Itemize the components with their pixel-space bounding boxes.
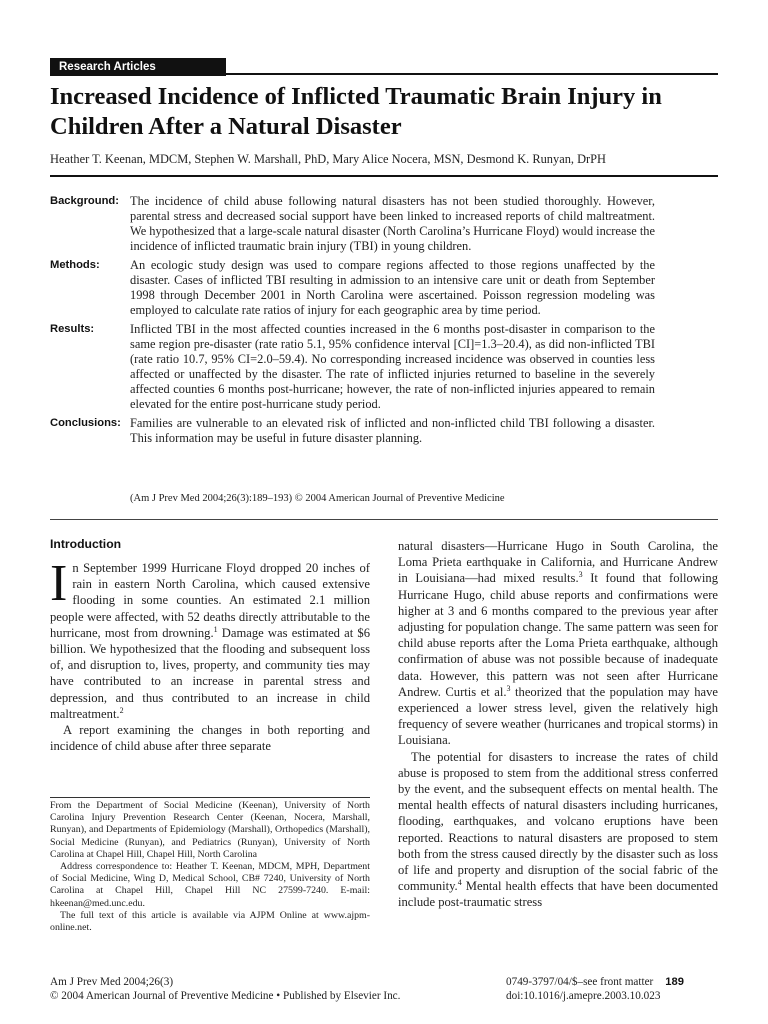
reference-marker: 2 <box>119 705 124 715</box>
paragraph-text: A report examining the changes in both reporting and incidence of child abuse after three separate <box>50 723 370 754</box>
paragraph <box>398 749 718 911</box>
paragraph-text: n September 1999 Hurricane Floyd dropped 20 inches of rain in eastern North Carolina, which caused extensive flooding in some counties. An estimated 2.1 million people were affected, with 52 deaths directly attributable to the hurricane, most from drowning. <box>50 561 370 640</box>
author-list: Heather T. Keenan, MDCM, Stephen W. Marshall, PhD, Mary Alice Nocera, MSN, Desmond K. Runyan, DrPH <box>50 152 607 166</box>
paragraph-text: Damage was estimated at $6 billion. We hypothesized that the flooding and subsequent loss of, and disruption to, lives, property, and community ties may have contributed to an increase in parental stress and depression, and thus contributed to an increase in child maltreatment. <box>50 625 370 721</box>
paragraph-text: Mental health effects that have been documented include post-traumatic stress <box>398 879 718 910</box>
footnotes <box>50 797 370 934</box>
reference-marker: 3 <box>578 570 583 580</box>
copyright-line: © 2004 American Journal of Preventive Medicine • Published by Elsevier Inc. <box>50 990 401 1002</box>
paragraph-continued <box>398 538 718 749</box>
section-label: Research Articles <box>50 58 226 76</box>
section-heading: Introduction <box>50 537 122 551</box>
journal-citation: Am J Prev Med 2004;26(3) <box>50 976 174 988</box>
abstract-conclusions <box>50 416 718 446</box>
abstract-text: An ecologic study design was used to compare regions affected to those regions unaffected by the disaster. Cases of inflicted TBI resulting in admission to an intensive care unit or death from September 1998 through December 2001 in North Carolina were ascertained. Poisson regression modeling was employed to calculate rate ratios of injury for each geographic area by time period. <box>130 258 655 317</box>
abstract-text: The incidence of child abuse following natural disasters has not been studied thoroughly. However, parental stress and decreased social support have been linked to increased reports of child maltreatment. We hypothesized that a large-scale natural disaster (North Carolina’s Hurricane Floyd) would increase the incidence of inflicted traumatic brain injury (TBI) in young children. <box>130 194 655 253</box>
abstract-background <box>50 194 718 254</box>
correspondence-note: Address correspondence to: Heather T. Keenan, MDCM, MPH, Department of Social Medicine, Wing D, Medical School, CB# 7240, University of North Carolina at Chapel Hill, Chapel Hill NC 27599-7240. E-mail: hkeenan@med.unc.edu. <box>50 861 370 909</box>
abstract-top-rule <box>50 175 718 177</box>
issn-line: 0749-3797/04/$–see front matter <box>506 976 654 988</box>
abstract-text: Inflicted TBI in the most affected counties increased in the 6 months post-disaster in comparison to the same region pre-disaster (rate ratio 5.1, 95% confidence interval [CI]=1.3–20.4), as did non-inflicted TBI (rate ratio 10.7, 95% CI=2.0–59.4). No corresponding increased incidence was observed in counties less affected or unaffected by the disaster. The rate of inflicted injuries returned to baseline in the severely affected counties 6 months post-hurricane; however, the rate of non-inflicted injuries appeared to remain elevated for the entire post-hurricane study period. <box>130 322 655 411</box>
page-number: 189 <box>665 976 684 988</box>
fulltext-note: The full text of this article is available via AJPM Online at www.ajpm-online.net. <box>50 909 370 934</box>
paragraph <box>50 555 370 722</box>
abstract-label: Conclusions: <box>50 417 121 429</box>
abstract <box>50 194 718 450</box>
abstract-label: Results: <box>50 323 95 335</box>
affiliation-note: From the Department of Social Medicine (Keenan), University of North Carolina Injury Prevention Research Center (Keenan, Nocera, Marshall, Runyan), and Departments of Epidemiology (Marshall), Orthopedics (Marshall), Social Medicine (Runyan), and Pediatrics (Runyan), University of North Carolina at Chapel Hill, Chapel Hill, North Carolina <box>50 800 370 860</box>
article-title: Increased Incidence of Inflicted Traumatic Brain Injury in Children After a Natural Disaster <box>50 83 662 140</box>
reference-marker: 4 <box>457 878 462 888</box>
doi-line: doi:10.1016/j.amepre.2003.10.023 <box>506 990 661 1002</box>
paragraph <box>50 722 370 754</box>
abstract-label: Background: <box>50 195 119 207</box>
abstract-methods <box>50 258 718 318</box>
footer-right <box>506 975 718 1003</box>
abstract-label: Methods: <box>50 259 100 271</box>
paragraph-text: It found that following Hurricane Hugo, child abuse reports and confirmations were higher at 3 and 6 months compared to the previous year after adjusting for population change. The same pattern was seen for child abuse reports after the Loma Prieta earthquake, although confirmation of abuse was not possible because of inadequate data. However, this pattern was not seen after Hurricane Andrew. Curtis et al. <box>398 571 718 699</box>
paragraph-text: The potential for disasters to increase the rates of child abuse is proposed to stem from the additional stress conferred by the event, and the subsequent effects on mental health. The mental health effects of natural disasters including hurricanes, flooding, earthquakes, and volcano eruptions have been reported. Reactions to natural disasters are proposed to stem both from the stress caused directly by the disaster such as loss of life and property and disruption of the social fabric of the community. <box>398 749 718 894</box>
footer-left <box>50 975 400 1003</box>
reference-marker: 1 <box>213 624 218 634</box>
abstract-results <box>50 322 718 412</box>
right-column <box>398 538 718 911</box>
abstract-text: Families are vulnerable to an elevated risk of inflicted and non-inflicted child TBI following a disaster. This information may be useful in future disaster planning. <box>130 416 655 445</box>
reference-marker: 3 <box>506 683 511 693</box>
abstract-bottom-rule <box>50 519 718 520</box>
paragraph-text: natural disasters—Hurricane Hugo in South Carolina, the Loma Prieta earthquake in California, and Hurricane Andrew in Louisiana—had mixed results. <box>398 539 718 586</box>
drop-cap: I <box>50 555 68 612</box>
abstract-citation: (Am J Prev Med 2004;26(3):189–193) © 2004 American Journal of Preventive Medicine <box>130 493 505 504</box>
paragraph-text: theorized that the population may have experienced a lower stress level, given the relatively high frequency of severe weather (hurricanes and tropical storms) in Louisiana. <box>398 684 718 748</box>
left-column <box>50 536 370 754</box>
header-rule <box>226 73 718 75</box>
